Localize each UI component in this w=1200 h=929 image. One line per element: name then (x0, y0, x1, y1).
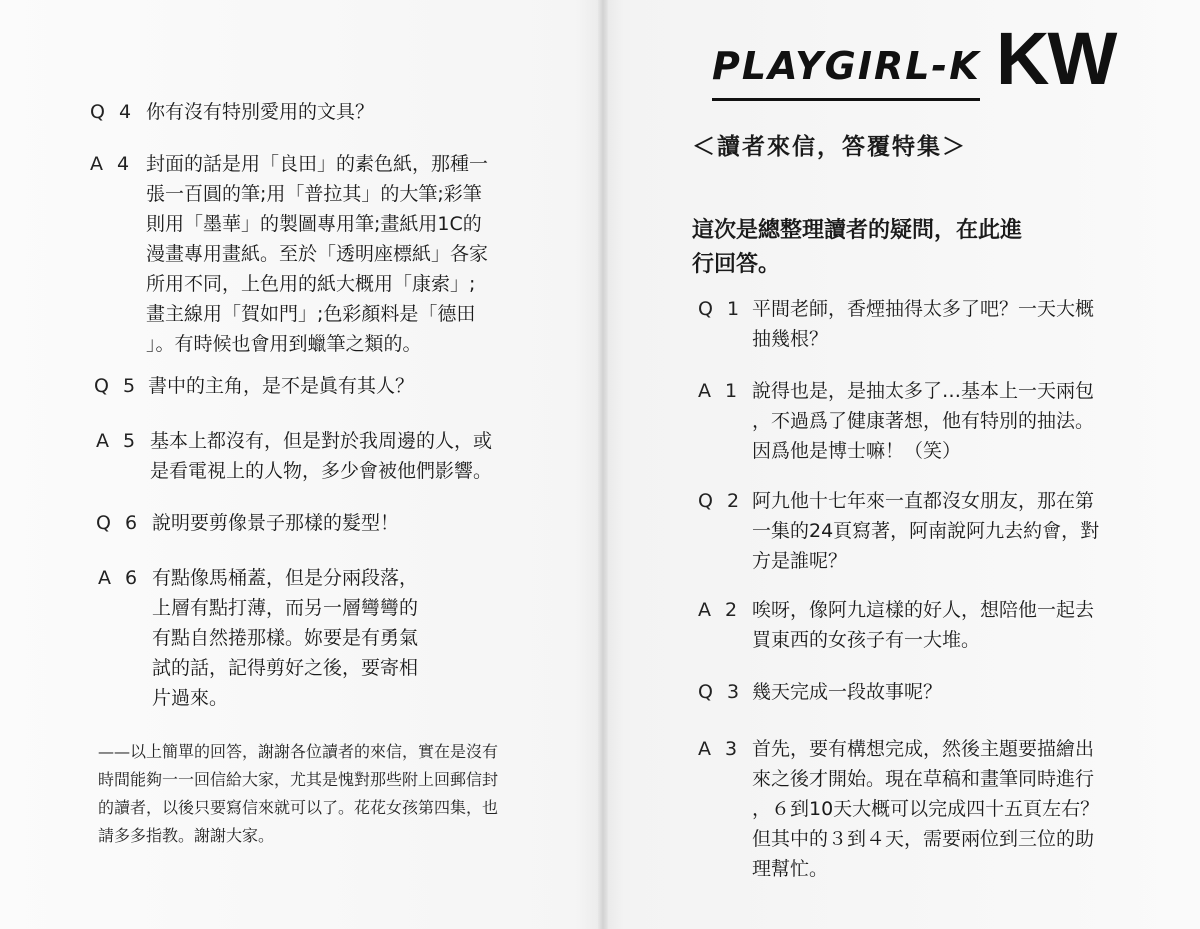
logo-underline (712, 98, 980, 101)
qa-text: 封面的話是用「良田」的素色紙，那種一 張一百圓的筆;用「普拉其」的大筆;彩筆 則用「墨華」的製圖專用筆;畫紙用1C的 漫畫專用畫紙。至於「透明座標紙」各家 所用不同，上色用的紙大概用「康索」; 畫主線用「賀如門」;色彩顏料是「德田 」。有時候也會用到蠟筆之類的。 (146, 153, 489, 355)
qa-label: Q 3 (698, 681, 744, 703)
closing-note: ——以上簡單的回答，謝謝各位讀者的來信，實在是沒有 時間能夠一一回信給大家，尤其是愧對那些附上回郵信封 的讀者，以後只要寫信來就可以了。花花女孩第四集，也 請多多指教。謝謝大家。 (98, 742, 499, 845)
qa-label: A 4 (90, 153, 134, 175)
logo-text: PLAYGIRL-K (712, 44, 981, 88)
qa-text: 唉呀，像阿九這樣的好人，想陪他一起去 買東西的女孩子有一大堆。 (752, 599, 1095, 651)
qa-label: A 2 (698, 599, 742, 621)
qa-text: 首先，要有構想完成，然後主題要描繪出 來之後才開始。現在草稿和畫筆同時進行 ，６到10天大概可以完成四十五頁左右？ 但其中的３到４天，需要兩位到三位的助 理幫忙。 (752, 738, 1100, 880)
qa-label: A 5 (96, 430, 140, 452)
qa-label: Q 6 (96, 512, 142, 534)
qa-label: A 6 (98, 567, 142, 589)
qa-text: 基本上都沒有，但是對於我周邊的人，或 是看電視上的人物，多少會被他們影響。 (150, 430, 493, 482)
qa-label: A 1 (698, 380, 742, 402)
qa-text: 書中的主角，是不是眞有其人？ (148, 375, 415, 397)
logo-big: KW (996, 17, 1116, 100)
intro-text: 這次是總整理讀者的疑問，在此進 行回答。 (692, 218, 1023, 277)
section-title: ＜讀者來信，答覆特集＞ (692, 134, 967, 160)
qa-label: Q 1 (698, 298, 744, 320)
qa-text: 平間老師，香煙抽得太多了吧？一天大概 抽幾根？ (752, 298, 1095, 350)
right-page (606, 0, 1200, 929)
qa-text: 幾天完成一段故事呢？ (752, 681, 943, 703)
qa-text: 說明要剪像景子那樣的髮型！ (152, 512, 400, 534)
qa-label: Q 5 (94, 375, 140, 397)
qa-label: Q 2 (698, 490, 744, 512)
qa-text: 你有沒有特別愛用的文具？ (146, 101, 375, 123)
qa-label: A 3 (698, 738, 742, 760)
qa-text: 阿九他十七年來一直都沒女朋友，那在第 一集的24頁寫著，阿南說阿九去約會，對 方是誰呢？ (752, 490, 1100, 572)
qa-text: 有點像馬桶蓋，但是分兩段落， 上層有點打薄，而另一層彎彎的 有點自然捲那樣。妳要是有勇氣 試的話，記得剪好之後，要寄相 片過來。 (152, 567, 419, 709)
qa-text: 說得也是，是抽太多了…基本上一天兩包 ，不過爲了健康著想，他有特別的抽法。 因爲他是博士嘛！（笑） (752, 380, 1095, 462)
qa-label: Q 4 (90, 101, 136, 123)
series-logo (712, 16, 1128, 100)
